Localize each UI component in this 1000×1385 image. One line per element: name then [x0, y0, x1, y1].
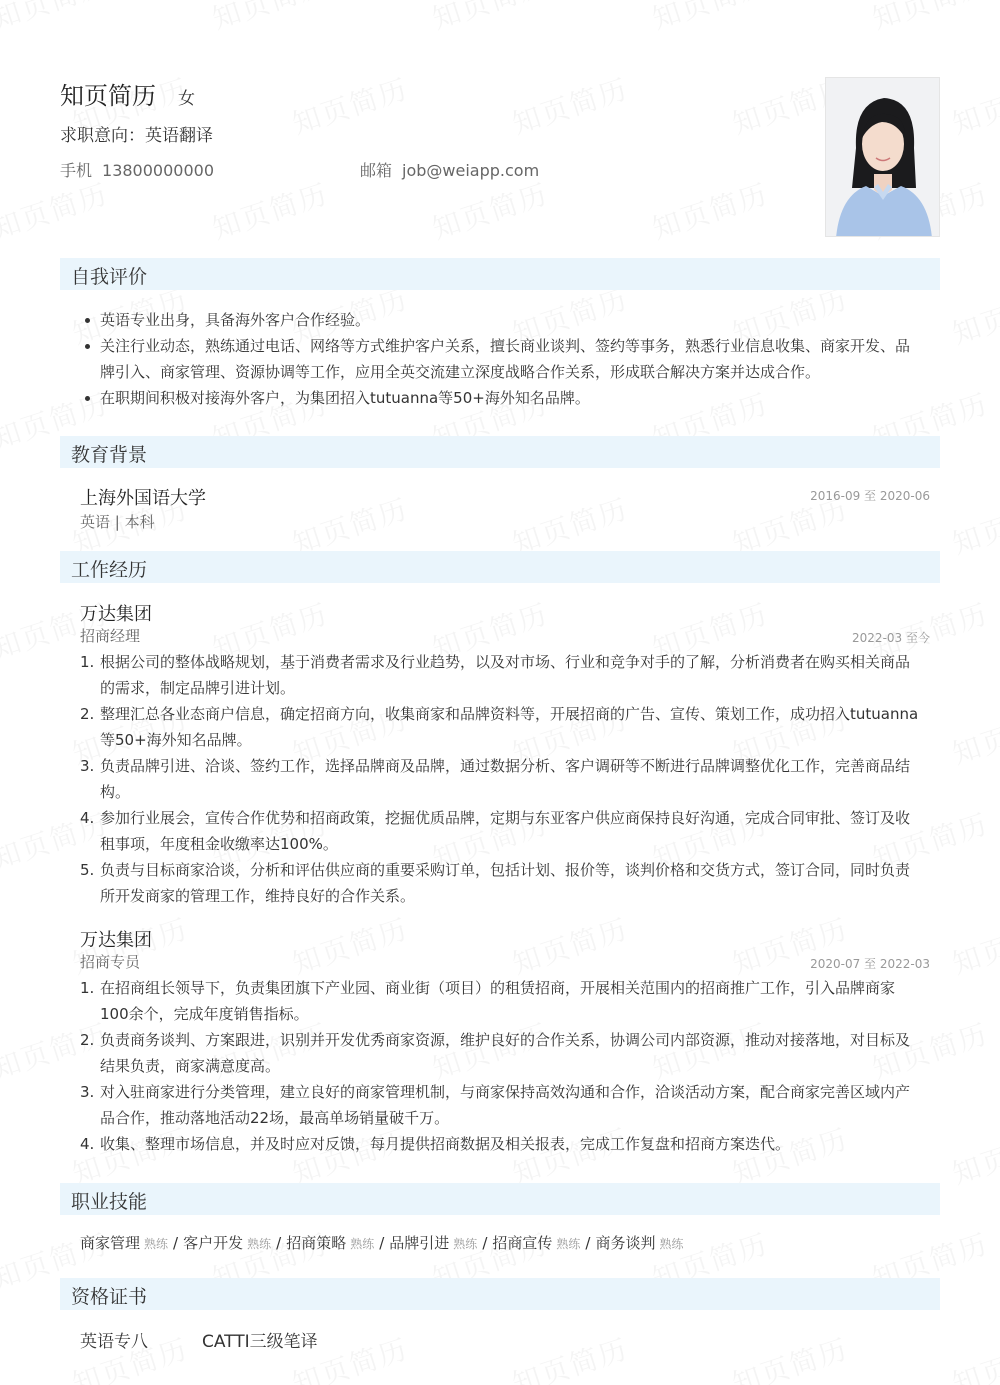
skill-level: 熟练: [659, 1237, 684, 1251]
skill-level: 熟练: [144, 1237, 169, 1251]
job-1-title: 招商经理: [80, 627, 141, 645]
list-item: [80, 805, 920, 857]
list-number: 5.: [80, 861, 95, 879]
skills-list: [80, 1232, 684, 1253]
job-2-title: 招商专员: [80, 953, 141, 971]
email-label: 邮箱: [360, 161, 393, 180]
job-1-company: 万达集团: [80, 604, 152, 625]
profile-photo: [825, 77, 940, 237]
job-1-date: 2022-03 至今: [852, 631, 930, 645]
duty-text: 负责与目标商家洽谈，分析和评估供应商的重要采购订单，包括计划、报价等，谈判价格和交货方式，签订合同，同时负责所开发商家的管理工作，维持良好的合作关系。: [100, 861, 911, 905]
school-name: 上海外国语大学: [80, 488, 206, 509]
name-row: [60, 76, 195, 111]
list-number: 1.: [80, 653, 95, 671]
section-education: [60, 436, 940, 468]
section-title-certs: 资格证书: [71, 1286, 148, 1308]
portrait-photo: [826, 78, 940, 237]
list-number: 2.: [80, 1031, 95, 1049]
phone-label: 手机: [60, 161, 93, 180]
section-self-eval: [60, 258, 940, 290]
list-number: 3.: [80, 1083, 95, 1101]
candidate-gender: 女: [178, 89, 195, 109]
duty-text: 在招商组长领导下，负责集团旗下产业园、商业街（项目）的租赁招商，开展相关范围内的招商推广工作，引入品牌商家100余个，完成年度销售指标。: [100, 979, 896, 1023]
skill-separator: /: [482, 1234, 488, 1252]
job-2-duties: [80, 975, 920, 1157]
skill-name: 招商宣传: [492, 1234, 553, 1252]
section-title-education: 教育背景: [71, 444, 148, 466]
duty-text: 负责商务谈判、方案跟进，识别并开发优秀商家资源，维护良好的合作关系，协调公司内部资源，推动对接落地，对目标及结果负责，商家满意度高。: [100, 1031, 911, 1075]
skill-name: 商家管理: [80, 1234, 141, 1252]
list-number: 2.: [80, 705, 95, 723]
list-item: [80, 975, 920, 1027]
skill-name: 商务谈判: [595, 1234, 656, 1252]
skill-name: 品牌引进: [389, 1234, 450, 1252]
list-item: 在职期间积极对接海外客户，为集团招入tutuanna等50+海外知名品牌。: [80, 385, 920, 411]
job-intent-label: 求职意向：: [60, 126, 145, 146]
skill-level: 熟练: [556, 1237, 581, 1251]
list-number: 1.: [80, 979, 95, 997]
skill-separator: /: [585, 1234, 591, 1252]
education-date: 2016-09 至 2020-06: [810, 489, 930, 503]
list-item: [80, 1079, 920, 1131]
education-major: 英语 | 本科: [80, 513, 155, 531]
section-skills: [60, 1183, 940, 1215]
section-title-skills: 职业技能: [71, 1191, 148, 1213]
phone-contact: [60, 158, 214, 181]
section-certs: [60, 1278, 940, 1310]
list-item: [80, 1027, 920, 1079]
self-eval-list: [80, 307, 920, 411]
candidate-name: 知页简历: [60, 82, 156, 110]
job-2-date: 2020-07 至 2022-03: [810, 957, 930, 971]
resume-header: [60, 76, 940, 238]
skill-separator: /: [379, 1234, 385, 1252]
list-number: 4.: [80, 1135, 95, 1153]
job-1-duties: [80, 649, 920, 909]
section-title-self-eval: 自我评价: [71, 266, 148, 288]
section-title-work: 工作经历: [71, 559, 148, 581]
skill-level: 熟练: [453, 1237, 478, 1251]
email-value: job@weiapp.com: [402, 161, 540, 180]
list-item: [80, 753, 920, 805]
cert-item: CATTI三级笔译: [202, 1332, 318, 1352]
list-number: 3.: [80, 757, 95, 775]
list-item: [80, 857, 920, 909]
job-intent-value: 英语翻译: [145, 126, 213, 146]
skill-name: 招商策略: [286, 1234, 347, 1252]
skill-name: 客户开发: [183, 1234, 244, 1252]
duty-text: 负责品牌引进、洽谈、签约工作，选择品牌商及品牌，通过数据分析、客户调研等不断进行品牌调整优化工作，完善商品结构。: [100, 757, 911, 801]
duty-text: 收集、整理市场信息，并及时应对反馈，每月提供招商数据及相关报表，完成工作复盘和招商方案迭代。: [100, 1135, 791, 1153]
section-work: [60, 551, 940, 583]
cert-item: 英语专八: [80, 1332, 148, 1352]
skill-level: 熟练: [350, 1237, 375, 1251]
list-item: [80, 1131, 920, 1157]
duty-text: 根据公司的整体战略规划，基于消费者需求及行业趋势，以及对市场、行业和竞争对手的了解，分析消费者在购买相关商品的需求，制定品牌引进计划。: [100, 653, 911, 697]
list-item: [80, 649, 920, 701]
job-intent: [60, 121, 213, 146]
list-item: [80, 701, 920, 753]
phone-value: 13800000000: [102, 161, 214, 180]
list-number: 4.: [80, 809, 95, 827]
list-item: 英语专业出身，具备海外客户合作经验。: [80, 307, 920, 333]
duty-text: 整理汇总各业态商户信息，确定招商方向，收集商家和品牌资料等，开展招商的广告、宣传、策划工作，成功招入tutuanna等50+海外知名品牌。: [100, 705, 919, 749]
list-item: 关注行业动态，熟练通过电话、网络等方式维护客户关系，擅长商业谈判、签约等事务，熟悉行业信息收集、商家开发、品牌引入、商家管理、资源协调等工作，应用全英交流建立深度战略合作关系，形成联合解决方案并达成合作。: [80, 333, 920, 385]
duty-text: 参加行业展会，宣传合作优势和招商政策，挖掘优质品牌，定期与东亚客户供应商保持良好沟通，完成合同审批、签订及收租事项，年度租金收缴率达100%。: [100, 809, 911, 853]
duty-text: 对入驻商家进行分类管理，建立良好的商家管理机制，与商家保持高效沟通和合作，洽谈活动方案，配合商家完善区域内产品合作，推动落地活动22场，最高单场销量破千万。: [100, 1083, 911, 1127]
skill-separator: /: [173, 1234, 179, 1252]
skill-level: 熟练: [247, 1237, 272, 1251]
email-contact: [360, 158, 539, 181]
skill-separator: /: [276, 1234, 282, 1252]
job-2-company: 万达集团: [80, 930, 152, 951]
